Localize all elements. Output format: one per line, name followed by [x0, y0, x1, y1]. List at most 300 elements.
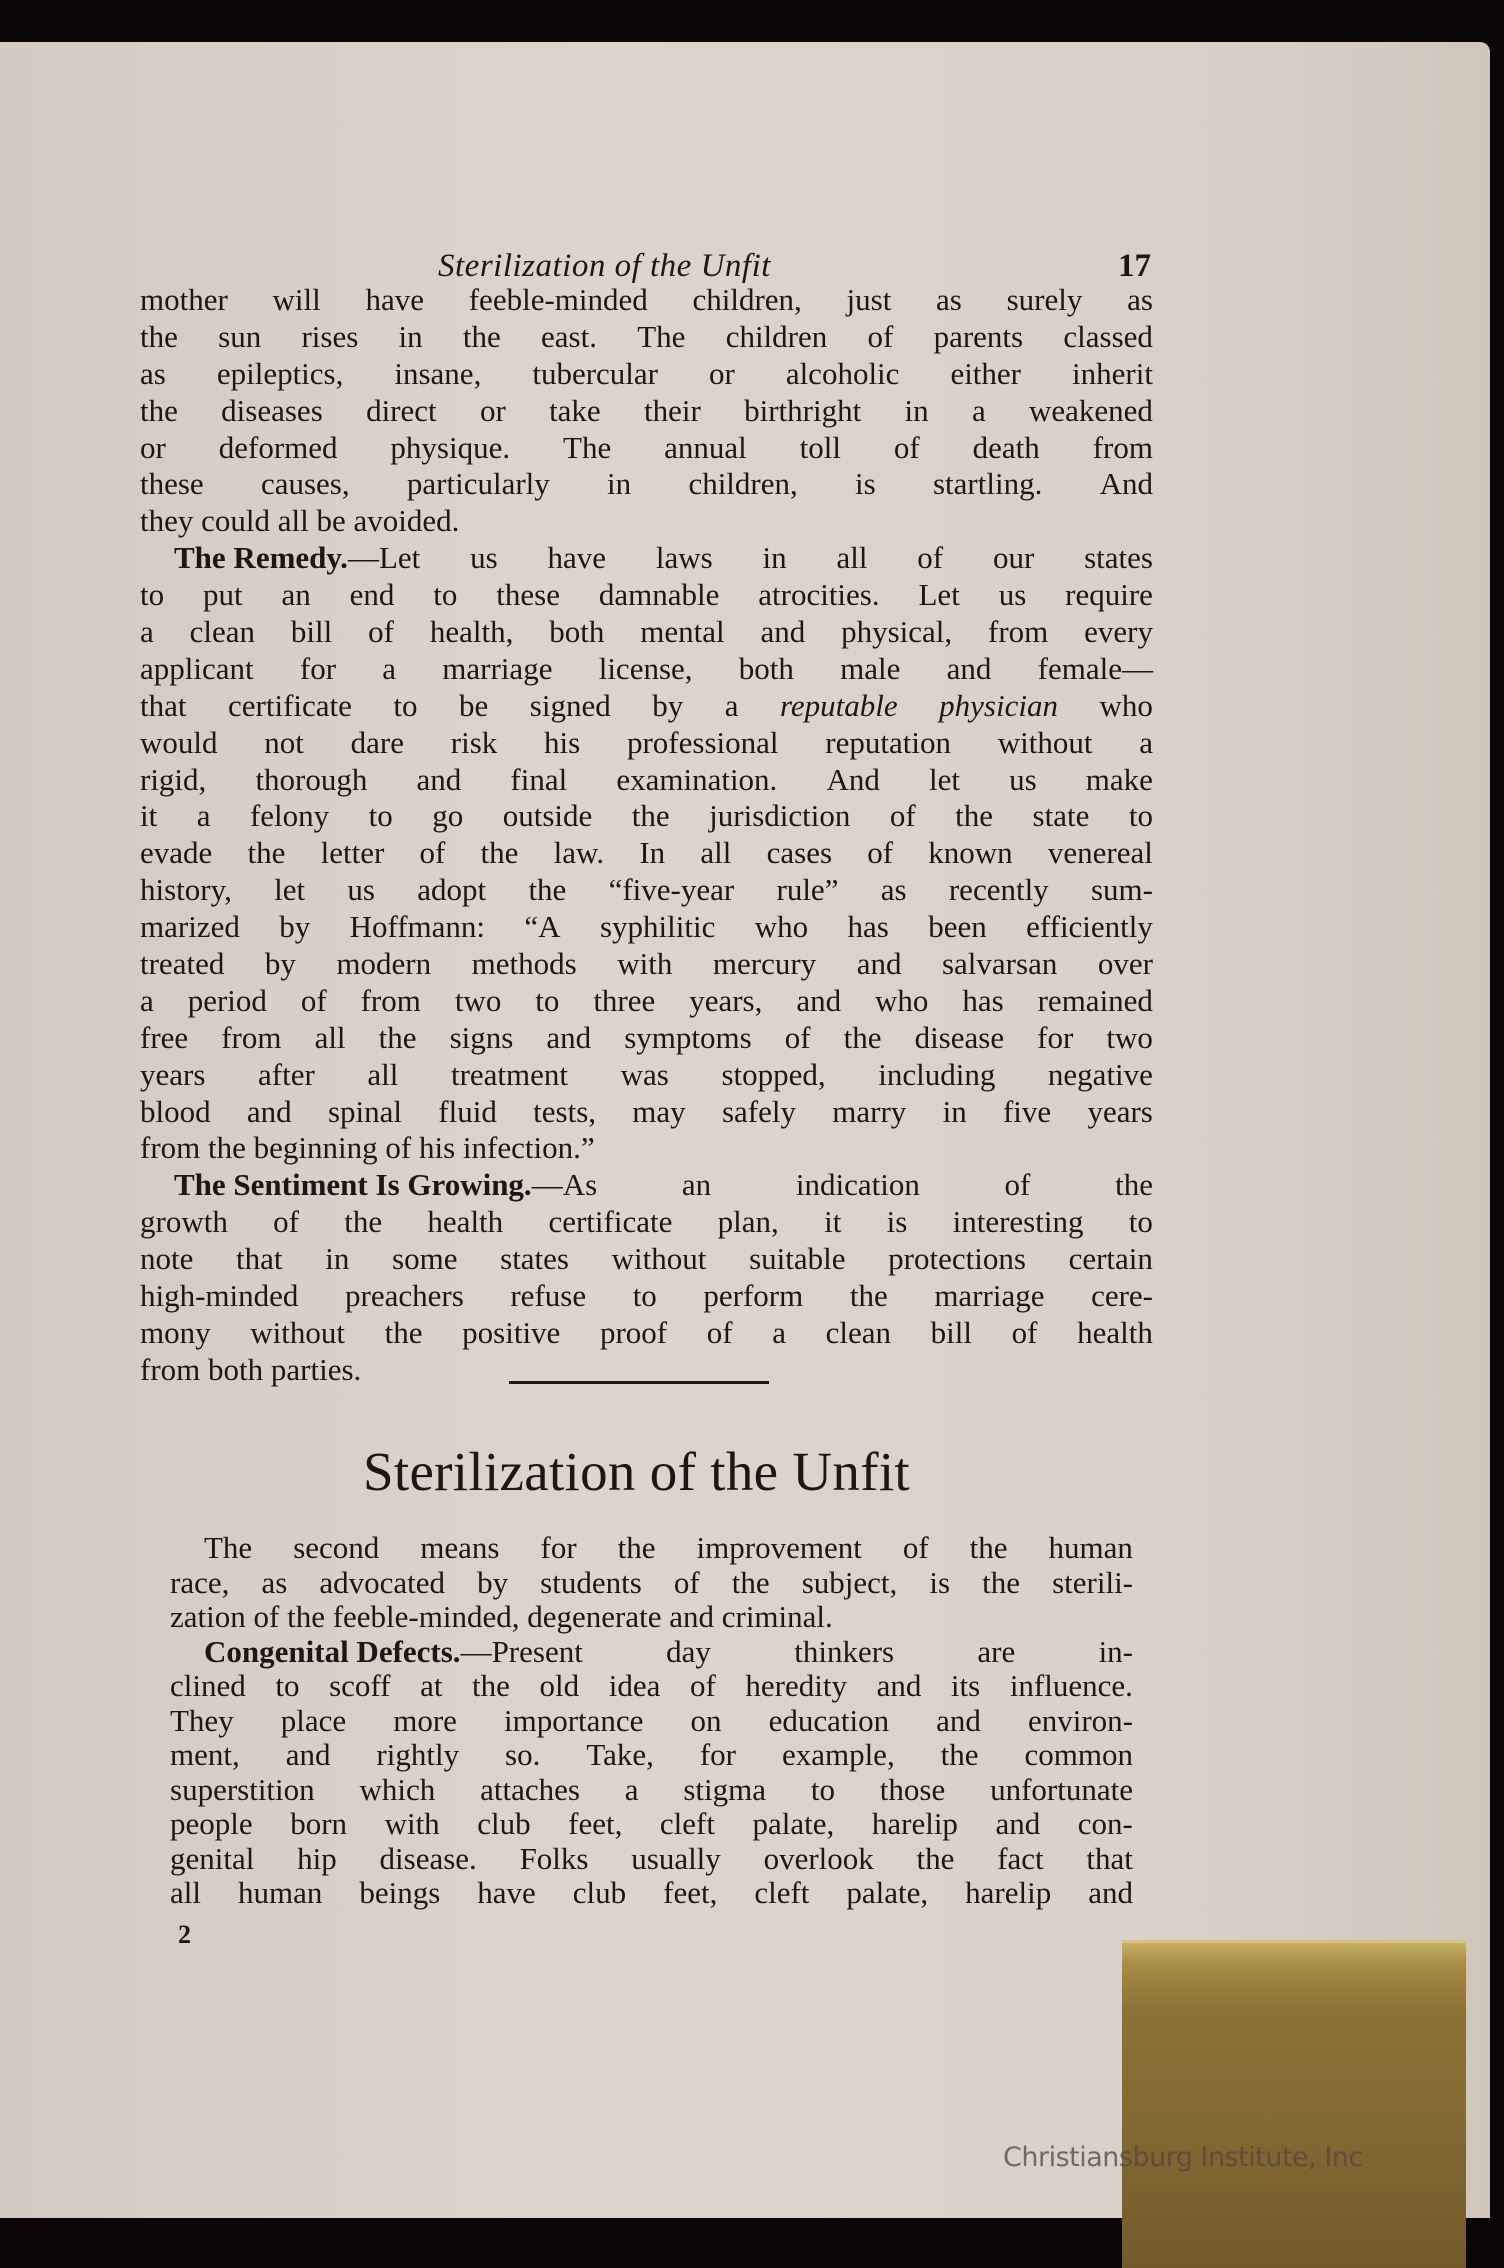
word: protections — [888, 1241, 1026, 1277]
text-line — [140, 1094, 1153, 1131]
word: infection.” — [462, 1130, 595, 1166]
word: common — [1024, 1737, 1133, 1772]
word: a — [971, 392, 986, 428]
word: been — [928, 909, 987, 945]
word: mother — [140, 282, 228, 317]
word: was — [620, 1056, 669, 1092]
word: dare — [350, 724, 404, 760]
word: license, — [598, 650, 693, 686]
word: particularly — [406, 466, 550, 502]
word: in — [607, 466, 632, 502]
word: students — [540, 1564, 642, 1600]
word: feeble-minded, — [332, 1599, 528, 1634]
word: from — [140, 1130, 209, 1166]
text-line — [140, 1130, 1153, 1167]
word: clined — [170, 1668, 246, 1703]
word: club — [572, 1875, 627, 1910]
word: of — [893, 429, 920, 465]
word: damnable — [598, 577, 720, 613]
word: end — [349, 577, 395, 613]
word: clean — [189, 614, 256, 650]
word: let — [274, 872, 306, 908]
word: to — [1128, 1204, 1153, 1240]
word: startling. — [932, 466, 1043, 502]
text-line — [170, 1531, 1133, 1566]
word: suitable — [749, 1241, 846, 1277]
word: tests, — [533, 1093, 597, 1129]
word: mercury — [712, 946, 817, 982]
word: and — [936, 1702, 981, 1738]
word: The — [204, 1530, 253, 1565]
word: by — [264, 946, 296, 982]
word: an — [281, 577, 311, 613]
word: mental — [640, 614, 725, 650]
word: his — [544, 724, 581, 760]
word: salvarsan — [941, 946, 1058, 982]
word: they — [140, 503, 202, 539]
word: the — [384, 1314, 423, 1350]
word: health — [427, 1204, 504, 1240]
word: born — [290, 1806, 348, 1841]
word: stigma — [683, 1771, 767, 1807]
word: death — [972, 429, 1040, 465]
word: health, — [429, 614, 514, 650]
word: of — [253, 1599, 288, 1634]
word: sun — [218, 318, 262, 354]
word: beings — [359, 1875, 441, 1910]
word: of — [689, 1668, 716, 1703]
word: male — [840, 650, 901, 686]
word: recently — [948, 872, 1049, 908]
word: “five-year — [608, 872, 735, 908]
word: to — [275, 1668, 300, 1703]
word: zation — [170, 1599, 254, 1634]
word: of — [368, 614, 394, 650]
word: attaches — [480, 1771, 580, 1807]
word: without — [611, 1241, 707, 1277]
text-line — [140, 762, 1153, 799]
word: parents — [933, 318, 1024, 354]
word: to — [140, 577, 165, 613]
word: a — [196, 798, 211, 834]
word: And — [826, 761, 880, 797]
word: so. — [505, 1737, 541, 1772]
word: a — [382, 650, 397, 686]
word: professional — [626, 724, 779, 760]
word: with — [384, 1806, 440, 1841]
text-line — [140, 1315, 1153, 1352]
word: of — [917, 540, 944, 576]
body-text-block-1 — [140, 282, 1153, 1389]
text-line — [140, 983, 1153, 1020]
word: physician — [939, 687, 1058, 723]
word: let — [928, 761, 960, 797]
word: and — [1088, 1875, 1133, 1910]
word: the — [631, 798, 670, 834]
word: without — [997, 724, 1093, 760]
word: both — [549, 614, 605, 650]
word: birthright — [744, 392, 862, 428]
text-line — [140, 393, 1153, 430]
word: and — [546, 1019, 592, 1055]
word: the — [982, 1564, 1020, 1600]
word: from — [1092, 429, 1153, 465]
word: the — [955, 798, 994, 834]
word: genital — [170, 1840, 255, 1876]
word: as — [936, 282, 962, 317]
word: who — [1099, 687, 1153, 723]
word: just — [846, 282, 892, 317]
word: They — [170, 1702, 234, 1738]
word: all — [836, 540, 868, 576]
word: evade — [140, 835, 213, 871]
word: as — [140, 355, 166, 391]
word: laws — [655, 540, 713, 576]
text-line — [170, 1807, 1133, 1842]
word: beginning — [253, 1130, 386, 1166]
word: and — [876, 1668, 922, 1703]
word: causes, — [260, 466, 350, 502]
word: reputable — [780, 687, 898, 723]
word: alcoholic — [785, 355, 900, 391]
body-text-block-2 — [170, 1531, 1133, 1911]
word: for — [1037, 1019, 1074, 1055]
section-heading: Sterilization of the Unfit — [363, 1441, 910, 1502]
page-weight-block — [1122, 1940, 1466, 2268]
word: atrocities. — [758, 577, 880, 613]
word: indication — [795, 1167, 920, 1203]
word: more — [393, 1702, 457, 1738]
word: second — [293, 1530, 380, 1565]
text-line — [140, 725, 1153, 762]
word: that — [1086, 1840, 1133, 1876]
word: in- — [1098, 1633, 1133, 1669]
word: years — [1087, 1093, 1153, 1129]
text-line — [140, 503, 1153, 540]
word: and — [995, 1806, 1041, 1841]
word: marriage — [442, 650, 553, 686]
word: and — [760, 614, 806, 650]
word: have — [477, 1875, 536, 1910]
text-line — [140, 1020, 1153, 1057]
word: have — [365, 282, 425, 317]
word: years — [140, 1056, 206, 1092]
word: have — [547, 540, 607, 576]
word: rule” — [776, 872, 839, 908]
word: us — [470, 540, 498, 576]
word: to — [810, 1771, 835, 1807]
word: blood — [140, 1093, 211, 1129]
word: Folks — [519, 1840, 589, 1876]
word: insane, — [394, 355, 482, 391]
word: states — [500, 1241, 569, 1277]
word: clean — [825, 1314, 892, 1350]
text-line — [140, 1204, 1153, 1241]
word: marriage — [934, 1278, 1045, 1314]
word: sum- — [1090, 872, 1153, 908]
word: and — [669, 1599, 722, 1634]
word: harelip — [965, 1875, 1052, 1910]
word: the — [731, 1564, 770, 1600]
word: over — [1097, 946, 1153, 982]
word: influence. — [1009, 1668, 1133, 1703]
word: to — [393, 687, 418, 723]
word: And — [1099, 466, 1153, 502]
word: and — [946, 650, 992, 686]
word: signed — [529, 687, 611, 723]
word: the — [140, 392, 178, 428]
word: his — [418, 1130, 463, 1166]
text-line — [140, 835, 1153, 872]
word: that — [140, 687, 187, 723]
word: rigid, — [140, 761, 207, 797]
word: as — [1127, 282, 1153, 317]
word: in — [942, 1093, 967, 1129]
word: the — [940, 1737, 979, 1772]
word: by — [477, 1564, 509, 1600]
word: both — [208, 1351, 271, 1387]
running-title: Sterilization of the Unfit — [438, 248, 771, 284]
text-line — [170, 1876, 1133, 1911]
word: con- — [1077, 1806, 1133, 1841]
word: of — [673, 1564, 700, 1600]
word: the — [480, 835, 519, 871]
text-line — [170, 1669, 1133, 1704]
word: is — [929, 1564, 951, 1600]
word: both — [738, 650, 794, 686]
word: two — [1106, 1019, 1153, 1055]
word: mony — [140, 1314, 211, 1350]
word: overlook — [763, 1840, 874, 1876]
word: to — [368, 798, 393, 834]
word: tubercular — [532, 355, 658, 391]
word: will — [272, 282, 321, 317]
word: the — [916, 1840, 955, 1876]
word: either — [950, 355, 1022, 391]
word: our — [992, 540, 1035, 576]
word: advocated — [319, 1564, 445, 1600]
word: final — [510, 761, 568, 797]
word: or — [140, 429, 166, 465]
word: some — [392, 1241, 458, 1277]
word: health — [1077, 1314, 1153, 1350]
word: for — [299, 650, 337, 686]
text-line — [170, 1738, 1133, 1773]
word: a — [624, 1771, 639, 1807]
text-line — [140, 688, 1153, 725]
word: make — [1085, 761, 1153, 797]
word: has — [847, 909, 889, 945]
word: would — [140, 724, 218, 760]
word: outside — [502, 798, 593, 834]
word: note — [140, 1241, 194, 1277]
text-line — [140, 540, 1153, 577]
text-line — [140, 319, 1153, 356]
word: thorough — [255, 761, 368, 797]
word: The Sentiment Is Growing.—As — [174, 1167, 598, 1203]
word: or — [708, 355, 735, 391]
word: the — [247, 835, 286, 871]
text-line — [140, 909, 1153, 946]
word: be — [459, 687, 489, 723]
word: every — [1084, 614, 1153, 650]
word: signs — [449, 1019, 514, 1055]
word: day — [666, 1633, 711, 1669]
word: old — [539, 1668, 580, 1703]
word: epileptics, — [216, 355, 344, 391]
word: weakened — [1029, 392, 1153, 428]
word: marry — [832, 1093, 907, 1129]
word: is — [855, 466, 876, 502]
word: thinkers — [794, 1633, 895, 1669]
word: spinal — [327, 1093, 403, 1129]
word: as — [261, 1564, 288, 1600]
word: us — [347, 872, 375, 908]
word: three — [593, 982, 656, 1018]
word: and — [796, 982, 842, 1018]
word: The — [563, 429, 612, 465]
word: environ- — [1027, 1702, 1133, 1738]
word: certain — [1068, 1241, 1153, 1277]
word: the — [849, 1278, 888, 1314]
word: without — [250, 1314, 345, 1350]
word: disease. — [379, 1840, 477, 1876]
word: by — [652, 687, 684, 723]
word: feeble-minded — [468, 282, 648, 317]
word: importance — [503, 1702, 644, 1738]
word: felony — [249, 798, 330, 834]
word: fluid — [438, 1093, 497, 1129]
word: as — [880, 872, 907, 908]
word: marized — [140, 909, 240, 945]
word: feet, — [568, 1806, 623, 1841]
word: positive — [462, 1314, 561, 1350]
word: growth — [140, 1204, 228, 1240]
text-line — [140, 466, 1153, 503]
word: high-minded — [140, 1278, 299, 1314]
page-number: 17 — [1118, 248, 1151, 284]
word: states — [1084, 540, 1153, 576]
word: all — [367, 1056, 399, 1092]
word: the — [462, 318, 501, 354]
word: physique. — [390, 429, 511, 465]
word: improvement — [696, 1530, 862, 1565]
word: to — [632, 1278, 657, 1314]
word: of — [273, 1204, 299, 1240]
word: those — [879, 1771, 946, 1807]
word: criminal. — [721, 1599, 833, 1634]
word: take — [549, 392, 601, 428]
word: female— — [1037, 650, 1153, 686]
word: at — [420, 1668, 443, 1703]
word: and — [285, 1737, 331, 1772]
word: of — [706, 1314, 733, 1350]
word: to — [1128, 798, 1153, 834]
word: race, — [170, 1564, 230, 1600]
word: including — [878, 1056, 996, 1092]
word: toll — [799, 429, 842, 465]
word: a — [140, 982, 154, 1018]
word: proof — [599, 1314, 668, 1350]
word: superstition — [170, 1771, 315, 1807]
word: children, — [692, 282, 802, 317]
word: diseases — [221, 392, 323, 428]
word: the — [528, 872, 567, 908]
word: deformed — [218, 429, 338, 465]
word: classed — [1063, 318, 1153, 354]
word: is — [886, 1204, 908, 1240]
word: require — [1065, 577, 1153, 613]
word: Hoffmann: — [349, 909, 486, 945]
word: treatment — [450, 1056, 569, 1092]
word: inherit — [1072, 355, 1153, 391]
word: ment, — [170, 1737, 240, 1772]
word: of — [902, 1530, 929, 1565]
word: palate, — [752, 1806, 835, 1841]
word: who — [754, 909, 809, 945]
word: rises — [301, 318, 359, 354]
word: not — [264, 724, 304, 760]
word: in — [325, 1241, 350, 1277]
word: has — [962, 982, 1004, 1018]
signature-mark: 2 — [178, 1920, 191, 1949]
word: bill — [930, 1314, 973, 1350]
word: club — [477, 1806, 531, 1841]
watermark: Christiansburg Institute, Inc — [1003, 2142, 1363, 2173]
word: all — [170, 1875, 201, 1910]
word: are — [977, 1633, 1016, 1669]
word: example, — [781, 1737, 895, 1772]
word: sterili- — [1052, 1564, 1133, 1600]
word: unfortunate — [990, 1771, 1133, 1807]
word: idea — [608, 1668, 661, 1703]
text-line — [170, 1773, 1133, 1808]
word: children — [725, 318, 828, 354]
text-line — [140, 430, 1153, 467]
word: the — [140, 318, 178, 354]
word: risk — [450, 724, 498, 760]
word: plan, — [717, 1204, 779, 1240]
word: rightly — [376, 1737, 460, 1772]
word: period — [187, 982, 267, 1018]
word: cleft — [754, 1875, 810, 1910]
word: by — [279, 909, 311, 945]
word: symptoms — [624, 1019, 752, 1055]
word: perform — [703, 1278, 804, 1314]
text-line — [140, 577, 1153, 614]
word: all — [277, 503, 317, 539]
text-line — [170, 1600, 1133, 1635]
word: in — [762, 540, 787, 576]
word: harelip — [871, 1806, 958, 1841]
word: adopt — [417, 872, 487, 908]
word: it — [140, 798, 158, 834]
word: of — [300, 982, 327, 1018]
word: from — [140, 1351, 209, 1387]
text-line — [140, 946, 1153, 983]
word: that — [236, 1241, 283, 1277]
word: surely — [1006, 282, 1083, 317]
word: letter — [320, 835, 385, 871]
word: jurisdiction — [709, 798, 851, 834]
word: parties. — [270, 1351, 362, 1387]
word: certificate — [228, 687, 352, 723]
word: their — [644, 392, 701, 428]
text-line — [140, 798, 1153, 835]
word: avoided. — [353, 503, 460, 539]
word: in — [904, 392, 929, 428]
word: venereal — [1047, 835, 1153, 871]
